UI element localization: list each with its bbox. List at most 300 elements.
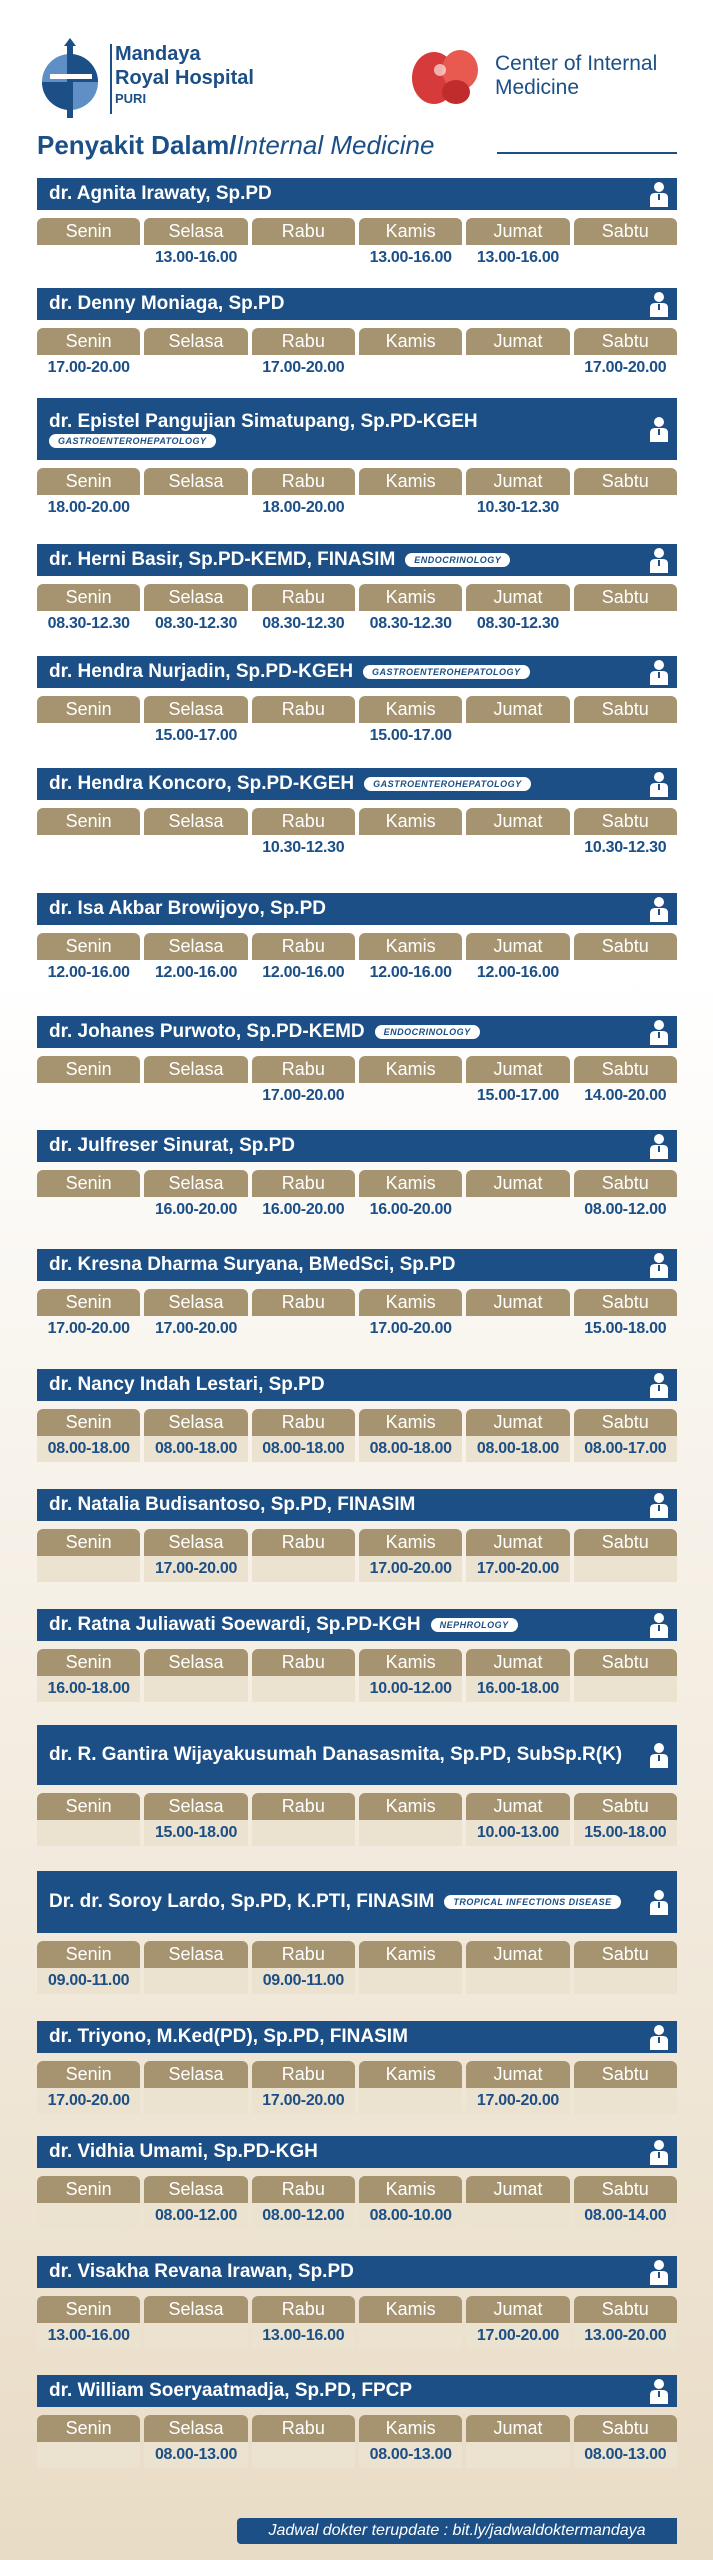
day-label: Kamis	[359, 933, 462, 960]
day-label: Sabtu	[574, 2176, 677, 2203]
day-label: Rabu	[252, 1170, 355, 1197]
doctor-block	[37, 544, 677, 637]
doctor-person-icon	[649, 771, 669, 797]
day-header-row	[37, 1529, 677, 1556]
hospital-name	[115, 42, 254, 107]
page-title-main: Penyakit Dalam/	[37, 130, 237, 160]
doctor-block	[37, 398, 677, 521]
time-slot: 08.00-12.00	[584, 1201, 667, 1218]
day-header-row	[37, 2061, 677, 2088]
time-slot: 13.00-20.00	[574, 2323, 677, 2349]
day-label: Rabu	[252, 328, 355, 355]
doctor-name-bar	[37, 1609, 677, 1641]
day-label: Rabu	[252, 584, 355, 611]
day-label: Rabu	[252, 2415, 355, 2442]
day-label: Sabtu	[574, 1793, 677, 1820]
day-label: Selasa	[144, 468, 247, 495]
doctor-name: dr. Hendra Koncoro, Sp.PD-KGEH	[49, 773, 355, 794]
day-label: Sabtu	[574, 2296, 677, 2323]
time-slot: 18.00-20.00	[262, 499, 345, 516]
day-label: Kamis	[359, 1409, 462, 1436]
doctor-block	[37, 1489, 677, 1582]
doctor-name-bar	[37, 1249, 677, 1281]
doctor-person-icon	[649, 2139, 669, 2165]
time-row	[37, 1968, 677, 1994]
specialty-badge: GASTROENTEROHEPATOLOGY	[363, 665, 530, 679]
day-label: Kamis	[359, 584, 462, 611]
time-slot: 10.30-12.30	[476, 499, 560, 516]
day-label: Jumat	[466, 2061, 569, 2088]
specialty-badge: GASTROENTEROHEPATOLOGY	[49, 434, 216, 448]
time-slot	[252, 1316, 355, 1342]
time-slot	[37, 723, 140, 749]
day-label: Selasa	[144, 1941, 247, 1968]
day-label: Senin	[37, 2061, 140, 2088]
time-slot	[37, 1556, 140, 1582]
day-label: Selasa	[144, 1529, 247, 1556]
day-label: Senin	[37, 1793, 140, 1820]
time-slot: 16.00-20.00	[262, 1201, 345, 1218]
day-label: Selasa	[144, 1289, 247, 1316]
day-header-row	[37, 1793, 677, 1820]
doctor-block	[37, 1609, 677, 1702]
day-label: Senin	[37, 2296, 140, 2323]
day-label: Jumat	[466, 1056, 569, 1083]
time-slot	[574, 245, 677, 271]
day-label: Selasa	[144, 1170, 247, 1197]
day-label: Rabu	[252, 1056, 355, 1083]
day-label: Sabtu	[574, 468, 677, 495]
time-slot	[144, 355, 247, 381]
day-label: Selasa	[144, 696, 247, 723]
day-label: Kamis	[359, 2296, 462, 2323]
doctor-name-bar	[37, 1016, 677, 1048]
time-row	[37, 245, 677, 271]
day-label: Kamis	[359, 1289, 462, 1316]
day-label: Kamis	[359, 1941, 462, 1968]
specialty-badge: ENDOCRINOLOGY	[375, 1025, 480, 1039]
time-slot	[359, 1820, 462, 1846]
time-slot: 09.00-11.00	[252, 1968, 355, 1994]
hospital-name-line2: Royal Hospital	[115, 67, 254, 89]
day-label: Sabtu	[574, 1289, 677, 1316]
time-slot: 17.00-20.00	[47, 359, 130, 376]
day-label: Sabtu	[574, 328, 677, 355]
day-label: Selasa	[144, 2296, 247, 2323]
doctor-name: dr. Denny Moniaga, Sp.PD	[49, 293, 285, 314]
doctor-person-icon	[649, 1889, 669, 1915]
day-label: Jumat	[466, 1409, 569, 1436]
day-label: Rabu	[252, 1529, 355, 1556]
doctor-name-bar	[37, 2021, 677, 2053]
doctor-person-icon	[649, 1742, 669, 1768]
time-slot: 17.00-20.00	[154, 1320, 238, 1337]
time-slot: 18.00-20.00	[47, 499, 130, 516]
doctor-person-icon	[649, 547, 669, 573]
doctor-name: dr. Triyono, M.Ked(PD), Sp.PD, FINASIM	[49, 2026, 408, 2047]
doctor-name-bar	[37, 2136, 677, 2168]
day-header-row	[37, 218, 677, 245]
doctor-person-icon	[649, 1612, 669, 1638]
time-slot: 17.00-20.00	[369, 1320, 452, 1337]
time-slot: 15.00-17.00	[476, 1087, 560, 1104]
day-label: Kamis	[359, 1529, 462, 1556]
doctor-name: dr. Isa Akbar Browijoyo, Sp.PD	[49, 898, 326, 919]
time-slot	[252, 723, 355, 749]
day-label: Jumat	[466, 1793, 569, 1820]
day-label: Senin	[37, 1170, 140, 1197]
day-label: Sabtu	[574, 1649, 677, 1676]
day-label: Jumat	[466, 1941, 569, 1968]
day-label: Rabu	[252, 468, 355, 495]
day-label: Kamis	[359, 808, 462, 835]
doctor-person-icon	[649, 181, 669, 207]
time-slot: 15.00-18.00	[144, 1820, 247, 1846]
time-slot: 10.30-12.30	[262, 839, 345, 856]
time-slot	[144, 1676, 247, 1702]
hospital-name-line1: Mandaya	[115, 43, 201, 65]
day-label: Rabu	[252, 2296, 355, 2323]
doctor-block	[37, 1725, 677, 1846]
time-slot: 14.00-20.00	[584, 1087, 667, 1104]
time-slot	[252, 1556, 355, 1582]
day-header-row	[37, 2296, 677, 2323]
time-row	[37, 355, 677, 381]
day-label: Senin	[37, 218, 140, 245]
doctor-name-bar	[37, 178, 677, 210]
time-slot: 09.00-11.00	[37, 1968, 140, 1994]
time-slot: 17.00-20.00	[262, 1087, 345, 1104]
doctor-name-bar	[37, 2256, 677, 2288]
time-slot	[37, 1083, 140, 1109]
doctor-name: dr. William Soeryaatmadja, Sp.PD, FPCP	[49, 2380, 413, 2401]
doctor-name-bar	[37, 2375, 677, 2407]
time-slot: 10.00-13.00	[466, 1820, 569, 1846]
time-slot: 08.00-18.00	[466, 1436, 569, 1462]
day-label: Kamis	[359, 218, 462, 245]
time-slot	[37, 2442, 140, 2468]
time-slot: 17.00-20.00	[144, 1556, 247, 1582]
time-slot	[574, 2088, 677, 2114]
time-slot: 15.00-17.00	[369, 727, 452, 744]
time-slot: 16.00-20.00	[369, 1201, 452, 1218]
doctor-block	[37, 2256, 677, 2349]
time-slot	[466, 835, 569, 861]
time-slot	[252, 245, 355, 271]
day-header-row	[37, 328, 677, 355]
page-title-sub: Internal Medicine	[236, 130, 435, 160]
doctor-person-icon	[649, 659, 669, 685]
doctor-block	[37, 893, 677, 986]
day-header-row	[37, 696, 677, 723]
doctor-name: dr. Vidhia Umami, Sp.PD-KGH	[49, 2141, 318, 2162]
day-label: Senin	[37, 1056, 140, 1083]
doctor-block	[37, 178, 677, 271]
doctor-block	[37, 2375, 677, 2468]
day-label: Senin	[37, 1941, 140, 1968]
time-slot: 12.00-16.00	[47, 964, 130, 981]
doctor-person-icon	[649, 1252, 669, 1278]
doctor-person-icon	[649, 2259, 669, 2285]
time-slot: 08.30-12.30	[262, 615, 345, 632]
time-slot	[144, 2088, 247, 2114]
doctor-person-icon	[649, 1372, 669, 1398]
day-label: Kamis	[359, 696, 462, 723]
day-label: Selasa	[144, 584, 247, 611]
doctor-block	[37, 656, 677, 749]
time-slot: 08.00-13.00	[359, 2442, 462, 2468]
time-slot: 08.00-18.00	[252, 1436, 355, 1462]
time-slot	[37, 1820, 140, 1846]
day-label: Senin	[37, 696, 140, 723]
time-slot: 17.00-20.00	[37, 2088, 140, 2114]
time-slot: 17.00-20.00	[466, 2088, 569, 2114]
day-label: Jumat	[466, 933, 569, 960]
time-slot	[37, 2203, 140, 2229]
time-slot	[466, 723, 569, 749]
day-header-row	[37, 2415, 677, 2442]
doctor-block	[37, 1871, 677, 1994]
doctor-name-bar	[37, 544, 677, 576]
time-slot: 16.00-20.00	[154, 1201, 238, 1218]
time-slot	[252, 1820, 355, 1846]
page-title	[37, 130, 677, 166]
time-slot: 17.00-20.00	[252, 2088, 355, 2114]
time-slot: 15.00-18.00	[584, 1320, 667, 1337]
doctor-name-bar	[37, 288, 677, 320]
doctor-block	[37, 768, 677, 861]
day-label: Selasa	[144, 2176, 247, 2203]
time-row	[37, 2323, 677, 2349]
time-slot	[144, 495, 247, 521]
doctor-name-bar	[37, 398, 677, 460]
time-slot: 13.00-16.00	[476, 249, 560, 266]
time-row	[37, 1316, 677, 1342]
doctor-person-icon	[649, 1133, 669, 1159]
time-slot	[252, 1676, 355, 1702]
center-name-line2: Medicine	[495, 76, 580, 99]
day-label: Sabtu	[574, 808, 677, 835]
day-label: Rabu	[252, 696, 355, 723]
day-label: Senin	[37, 468, 140, 495]
day-header-row	[37, 1409, 677, 1436]
day-label: Rabu	[252, 1793, 355, 1820]
time-slot: 10.30-12.30	[584, 839, 667, 856]
doctor-name: dr. Natalia Budisantoso, Sp.PD, FINASIM	[49, 1494, 416, 1515]
time-slot	[466, 1968, 569, 1994]
time-slot	[359, 495, 462, 521]
day-label: Jumat	[466, 2415, 569, 2442]
time-slot	[359, 355, 462, 381]
doctor-name: dr. Herni Basir, Sp.PD-KEMD, FINASIM	[49, 549, 396, 570]
time-slot	[144, 835, 247, 861]
doctor-name: dr. Johanes Purwoto, Sp.PD-KEMD	[49, 1021, 365, 1042]
day-label: Rabu	[252, 1409, 355, 1436]
doctor-name: dr. Hendra Nurjadin, Sp.PD-KGEH	[49, 661, 354, 682]
day-label: Rabu	[252, 2176, 355, 2203]
time-slot: 17.00-20.00	[262, 359, 345, 376]
time-row	[37, 1556, 677, 1582]
footer-note[interactable]: Jadwal dokter terupdate : bit.ly/jadwaldoktermandaya	[237, 2518, 677, 2544]
specialty-badge: NEPHROLOGY	[431, 1618, 518, 1632]
time-slot: 08.00-13.00	[144, 2442, 247, 2468]
day-header-row	[37, 1056, 677, 1083]
time-slot	[466, 355, 569, 381]
day-label: Selasa	[144, 1649, 247, 1676]
day-label: Senin	[37, 1529, 140, 1556]
time-slot: 12.00-16.00	[369, 964, 452, 981]
doctor-person-icon	[649, 416, 669, 442]
day-label: Sabtu	[574, 1941, 677, 1968]
time-slot	[574, 1676, 677, 1702]
time-row	[37, 2088, 677, 2114]
time-slot: 08.00-18.00	[37, 1436, 140, 1462]
day-label: Senin	[37, 2176, 140, 2203]
day-header-row	[37, 468, 677, 495]
doctor-name: dr. Nancy Indah Lestari, Sp.PD	[49, 1374, 325, 1395]
day-label: Kamis	[359, 328, 462, 355]
time-slot	[359, 2088, 462, 2114]
doctor-name-bar	[37, 1489, 677, 1521]
internal-medicine-logo-icon	[410, 44, 482, 108]
time-slot	[252, 2442, 355, 2468]
time-slot: 08.00-12.00	[252, 2203, 355, 2229]
doctor-name-bar	[37, 1871, 677, 1933]
time-slot	[359, 835, 462, 861]
day-label: Jumat	[466, 218, 569, 245]
doctor-person-icon	[649, 2378, 669, 2404]
day-label: Rabu	[252, 1941, 355, 1968]
time-row	[37, 1820, 677, 1846]
day-label: Selasa	[144, 1409, 247, 1436]
doctor-name: dr. Julfreser Sinurat, Sp.PD	[49, 1135, 296, 1156]
time-slot	[466, 1316, 569, 1342]
day-label: Senin	[37, 933, 140, 960]
day-label: Sabtu	[574, 933, 677, 960]
time-slot: 08.00-13.00	[574, 2442, 677, 2468]
day-header-row	[37, 2176, 677, 2203]
doctor-name-bar	[37, 1369, 677, 1401]
doctor-name: dr. Ratna Juliawati Soewardi, Sp.PD-KGH	[49, 1614, 421, 1635]
time-slot: 13.00-16.00	[37, 2323, 140, 2349]
doctor-person-icon	[649, 1492, 669, 1518]
day-header-row	[37, 584, 677, 611]
day-label: Jumat	[466, 1170, 569, 1197]
time-slot: 13.00-16.00	[154, 249, 238, 266]
day-header-row	[37, 933, 677, 960]
day-header-row	[37, 1170, 677, 1197]
time-slot: 17.00-20.00	[359, 1556, 462, 1582]
day-label: Senin	[37, 1409, 140, 1436]
time-row	[37, 2203, 677, 2229]
doctor-block	[37, 2021, 677, 2114]
header	[0, 0, 713, 130]
time-slot: 12.00-16.00	[262, 964, 345, 981]
time-slot: 08.30-12.30	[476, 615, 560, 632]
day-label: Kamis	[359, 1793, 462, 1820]
time-slot: 15.00-18.00	[574, 1820, 677, 1846]
doctor-name: dr. Agnita Irawaty, Sp.PD	[49, 183, 272, 204]
time-slot: 17.00-20.00	[47, 1320, 130, 1337]
doctor-block	[37, 1369, 677, 1462]
day-label: Selasa	[144, 328, 247, 355]
doctor-name-bar	[37, 893, 677, 925]
time-slot: 08.00-18.00	[144, 1436, 247, 1462]
day-label: Jumat	[466, 696, 569, 723]
doctor-name: dr. Kresna Dharma Suryana, BMedSci, Sp.PD	[49, 1254, 456, 1275]
hospital-logo-icon	[36, 38, 108, 118]
time-slot: 12.00-16.00	[154, 964, 238, 981]
specialty-badge: GASTROENTEROHEPATOLOGY	[364, 777, 531, 791]
time-slot	[466, 2442, 569, 2468]
time-row	[37, 960, 677, 986]
time-slot	[466, 2203, 569, 2229]
center-name-line1: Center of Internal	[495, 52, 658, 75]
day-label: Senin	[37, 1289, 140, 1316]
day-label: Jumat	[466, 584, 569, 611]
day-header-row	[37, 1941, 677, 1968]
day-label: Kamis	[359, 2415, 462, 2442]
day-label: Selasa	[144, 808, 247, 835]
doctor-block	[37, 2136, 677, 2229]
time-slot	[144, 1968, 247, 1994]
time-slot	[144, 2323, 247, 2349]
time-slot: 12.00-16.00	[476, 964, 560, 981]
day-label: Jumat	[466, 808, 569, 835]
doctor-name: dr. Visakha Revana Irawan, Sp.PD	[49, 2261, 354, 2282]
day-label: Rabu	[252, 1649, 355, 1676]
day-label: Selasa	[144, 1793, 247, 1820]
day-label: Kamis	[359, 1649, 462, 1676]
day-label: Kamis	[359, 2176, 462, 2203]
time-slot: 08.00-10.00	[359, 2203, 462, 2229]
time-row	[37, 1197, 677, 1223]
doctor-name-bar	[37, 1130, 677, 1162]
specialty-badge: TROPICAL INFECTIONS DISEASE	[444, 1895, 620, 1909]
day-label: Jumat	[466, 1649, 569, 1676]
doctor-person-icon	[649, 2024, 669, 2050]
time-slot	[37, 245, 140, 271]
day-label: Selasa	[144, 2415, 247, 2442]
time-slot	[37, 1197, 140, 1223]
day-header-row	[37, 808, 677, 835]
day-label: Jumat	[466, 1529, 569, 1556]
time-slot: 08.30-12.30	[47, 615, 130, 632]
day-label: Kamis	[359, 2061, 462, 2088]
time-slot	[359, 1083, 462, 1109]
day-label: Sabtu	[574, 584, 677, 611]
day-label: Senin	[37, 1649, 140, 1676]
day-label: Senin	[37, 2415, 140, 2442]
time-row	[37, 1436, 677, 1462]
day-label: Sabtu	[574, 1056, 677, 1083]
day-label: Jumat	[466, 468, 569, 495]
day-label: Sabtu	[574, 1170, 677, 1197]
day-label: Selasa	[144, 1056, 247, 1083]
doctor-person-icon	[649, 291, 669, 317]
day-label: Senin	[37, 808, 140, 835]
time-slot: 16.00-18.00	[37, 1676, 140, 1702]
time-slot: 13.00-16.00	[369, 249, 452, 266]
doctor-block	[37, 1016, 677, 1109]
time-slot	[37, 835, 140, 861]
time-slot: 17.00-20.00	[466, 2323, 569, 2349]
doctor-name-bar	[37, 656, 677, 688]
day-label: Selasa	[144, 933, 247, 960]
day-label: Rabu	[252, 218, 355, 245]
day-label: Rabu	[252, 808, 355, 835]
time-slot: 17.00-20.00	[584, 359, 667, 376]
